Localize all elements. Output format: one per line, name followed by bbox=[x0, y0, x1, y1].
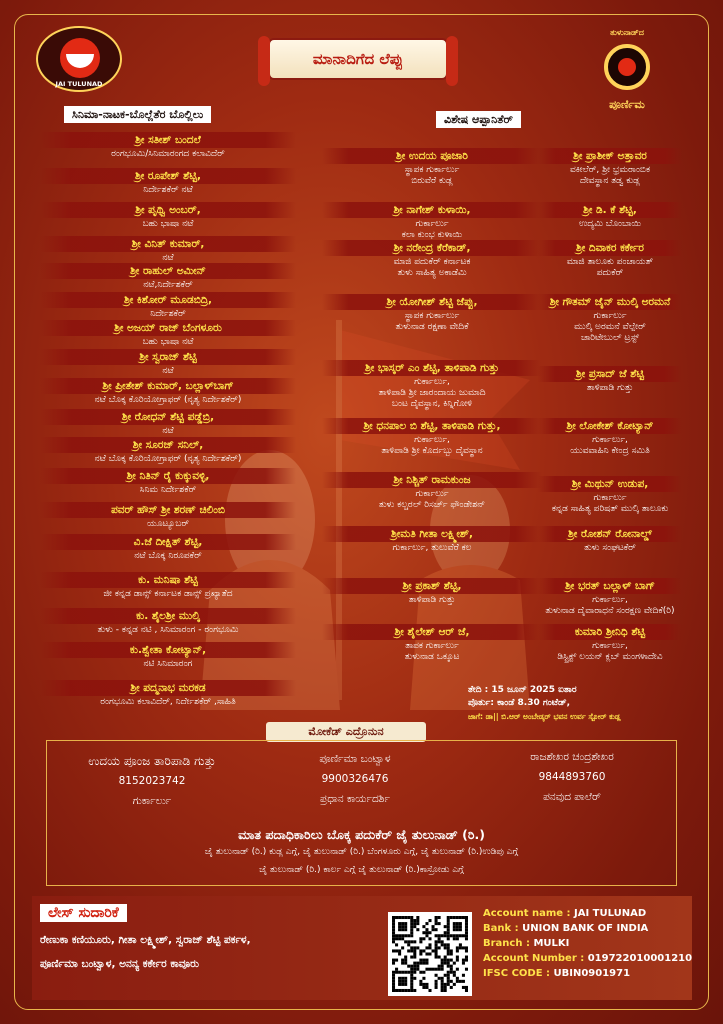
bank-value: UBIN0901971 bbox=[553, 968, 631, 979]
description-line: ಉದ್ಯಮಿ ಬೊಂಬಾಯಿ bbox=[578, 219, 642, 229]
contact-role: ಗುರ್ಕಾರ್ಲು bbox=[132, 795, 172, 807]
description-line: ತಾಳಿಪಾಡಿ ಗುತ್ತು bbox=[408, 595, 456, 605]
bank-value: UNION BANK OF INDIA bbox=[522, 923, 649, 934]
honoree-name: ಶ್ರೀ ಪ್ರಸಾದ್ ಜೆ ಶೆಟ್ಟಿ bbox=[538, 366, 682, 382]
honoree-description bbox=[538, 257, 682, 279]
description-line: ಜೀ ಕನ್ನಡ ಡಾನ್ಸ್ ಕರ್ನಾಟಕ ಡಾನ್ಸ್ ಪ್ರಖ್ಯಾತೆದ bbox=[103, 589, 233, 599]
description-line: ತುಳುನಾಡ ರಕ್ಷಣಾ ವೇದಿಕೆ bbox=[395, 322, 469, 332]
description-line: ಗುರ್ಕಾರ್ಲು, bbox=[414, 377, 450, 387]
description-line: ಸ್ಥಾಪಕ ಗುರ್ಕಾರ್ಲು bbox=[404, 165, 460, 175]
description-line: ಮಾಜಿ ಪದುಕೆರ್ ಕರ್ನಾಟಕ bbox=[393, 257, 471, 267]
description-line: ತಾಪಕ ಗುರ್ಕಾರ್ಲು bbox=[405, 641, 459, 651]
honoree-description bbox=[40, 625, 296, 636]
honoree-name: ಶ್ರೀ ಸತೀಶ್ ಬಂದಲೆ bbox=[40, 132, 296, 148]
honoree-name: ಶ್ರೀ ಪ್ರೀತೇಶ್ ಕುಮಾರ್, ಬಲ್ಲಾಳ್‌ಬಾಗ್ bbox=[40, 378, 296, 394]
contact-phone[interactable]: 9844893760 bbox=[538, 771, 606, 783]
honoree-name: ಕು. ಮನಿಷಾ ಶೆಟ್ಟಿ bbox=[40, 572, 296, 588]
description-line: ಸ್ಥಾಪಕ ಗುರ್ಕಾರ್ಲು bbox=[404, 311, 460, 321]
honoree-description bbox=[40, 280, 296, 291]
honoree-name: ಶ್ರೀ ಪ್ರಕಾಶ್ ಶೆಟ್ಟಿ, bbox=[322, 578, 542, 594]
honoree-name: ಶ್ರೀ ರೋಧನ್ ಶೆಟ್ಟಿ ಪಡ್ಡೆಬ್ರಿ, bbox=[40, 409, 296, 425]
bank-value: JAI TULUNAD bbox=[574, 908, 647, 919]
description-line: ಗುರ್ಕಾರ್ಲು, bbox=[592, 595, 628, 605]
description-line: ಗುರ್ಕಾರ್ಲು, ತುಲುವೆರೆ ಕಲ bbox=[392, 543, 472, 553]
description-line: ಗುರ್ಕಾರ್ಲು, bbox=[592, 641, 628, 651]
description-line: ಯುವವಾಹಿನಿ ಕೇಂದ್ರ ಸಮಿತಿ bbox=[570, 446, 650, 456]
honoree-name: ಶ್ರೀ ಸೂರಜ್ ಸನಿಲ್, bbox=[40, 437, 296, 453]
bank-label: Branch : bbox=[483, 938, 530, 949]
description-line: ನಿರ್ದೇಶಕೆರ್ ನಟೆ bbox=[143, 185, 193, 195]
honoree-description bbox=[322, 543, 542, 554]
logo-bottom-text: ಪೂರ್ಣಿಮ bbox=[609, 98, 645, 111]
description-line: ಗುರ್ಕಾರ್ಲು bbox=[415, 489, 449, 499]
honoree-name: ಶ್ರೀ ಸ್ವರಾಜ್ ಶೆಟ್ಟಿ bbox=[40, 349, 296, 365]
honoree-name: ಶ್ರೀ ರೋಶನ್ ರೋನಾಲ್ಡ್ bbox=[538, 526, 682, 542]
bank-label: Account Number : bbox=[483, 953, 585, 964]
contact-name: ರಾಜಶೇಖರ ಚಂದ್ರಶೇಖರ bbox=[530, 751, 614, 763]
honoree-name: ಶ್ರೀ ಭರತ್ ಬಲ್ಲಾಳ್ ಬಾಗ್ bbox=[538, 578, 682, 594]
description-line: ತುಳು ಕಲ್ಚರಲ್ ರಿಸರ್ಚ್ ಫೌಂಡೇಶನ್ bbox=[378, 500, 486, 510]
honoree-name: ಶ್ರೀ ಪದ್ಮನಾಭ ಮರಕಡ bbox=[40, 680, 296, 696]
description-line: ಮಾಜಿ ತಾಲೂಕು ಪಂಚಾಯತ್ bbox=[566, 257, 654, 267]
honoree-name: ವಿ.ಜೆ ದೀಕ್ಷಿತ್ ಶೆಟ್ಟಿ, bbox=[40, 534, 296, 550]
honoree-description bbox=[538, 165, 682, 187]
contact-name: ಪೂರ್ಣಿಮಾ ಬಂಟ್ವಾಳ bbox=[319, 753, 391, 765]
description-line: ನಟೆ,ನಿರ್ದೇಶಕೆರ್ bbox=[143, 280, 193, 290]
honoree-description bbox=[40, 426, 296, 437]
contact-box bbox=[46, 740, 677, 886]
description-line: ನಟೆ ಬೊಕ್ಕ ಕೊರಿಯೋಗ್ರಾಫರ್ (ನೃತ್ಯ ನಿರ್ದೇಶಕೆರ್) bbox=[94, 395, 242, 405]
contact-1 bbox=[57, 751, 247, 811]
honoree-description bbox=[40, 337, 296, 348]
org-branches-1: ಜೈ ತುಲುನಾಡ್ (ರಿ.) ಕುಡ್ಲ ಎಗ್ಗೆ, ಜೈ ತುಲುನಾಡ್ (ರಿ.) ಬೆಂಗಳೂರು ಎಗ್ಗೆ, ಜೈ ತುಲುನಾಡ್ (ರಿ.)ಉಡಿಪು ಎಗ್ಗೆ bbox=[204, 847, 519, 857]
bank-value: MULKI bbox=[533, 938, 570, 949]
honoree-name: ಶ್ರೀ ಗೌತಮ್ ಜೈನ್ ಮುಲ್ಕಿ ಅರಮನೆ bbox=[538, 294, 682, 310]
description-line: ಬಂಟ ದೈವಸ್ಥಾನ, ಕಿನ್ನಿಗೋಳಿ bbox=[391, 399, 473, 409]
honoree-name: ಶ್ರೀ ಧನಪಾಲ ಬಿ ಶೆಟ್ಟಿ, ತಾಳಿಪಾಡಿ ಗುತ್ತು, bbox=[322, 418, 542, 434]
event-details bbox=[462, 680, 676, 736]
honoree-description bbox=[322, 641, 542, 663]
description-line: ನಟೆ ಬೊಕ್ಕ ನಿರೂಪಕೆರ್ bbox=[134, 551, 202, 561]
honoree-description bbox=[322, 165, 542, 187]
honoree-description bbox=[40, 551, 296, 562]
contact-title: ಮೋಕೆಡ್ ಎದ್ರೊನುನ bbox=[266, 722, 426, 742]
honoree-name: ಶ್ರೀ ಪೃಥ್ವಿ ಅಂಬರ್, bbox=[40, 202, 296, 218]
honoree-description bbox=[322, 435, 542, 457]
description-line: ನಟೆ bbox=[162, 253, 174, 263]
description-line: ನಟೆ bbox=[162, 366, 174, 376]
contact-phone[interactable]: 8152023742 bbox=[118, 775, 186, 787]
description-line: ಕಲಾ ಕುಂಭ ಕುಳಾಯಿ bbox=[401, 230, 463, 240]
contact-3 bbox=[477, 747, 667, 807]
honoree-description bbox=[40, 219, 296, 230]
honoree-name: ಶ್ರೀ ರಾಹುಲ್ ಅಮೀನ್ bbox=[40, 263, 296, 279]
description-line: ಗುರ್ಕಾರ್ಲು bbox=[593, 493, 627, 503]
honoree-name: ಶ್ರೀ ಕಿಶೋರ್ ಮೂಡಬಿದ್ರಿ, bbox=[40, 292, 296, 308]
honoree-description bbox=[538, 543, 682, 554]
bank-row bbox=[483, 921, 692, 936]
purnima-logo bbox=[590, 28, 664, 116]
honoree-description bbox=[40, 485, 296, 496]
description-line: ಗುರ್ಕಾರ್ಲು, bbox=[592, 435, 628, 445]
bank-row bbox=[483, 936, 692, 951]
description-line: ತಾಳಿಪಾಡಿ ಗುತ್ತು bbox=[586, 383, 634, 393]
description-line: ರಂಗಭೂಮಿ ಕಲಾವಿದೆರ್, ನಿರ್ದೇಶಕೆರ್ ,ಸಾಹಿತಿ bbox=[100, 697, 236, 707]
honoree-name: ಶ್ರೀ ಪ್ರಾಶೀಕ್ ಅತ್ತಾವರ bbox=[538, 148, 682, 164]
honoree-description bbox=[322, 489, 542, 511]
honoree-description bbox=[40, 366, 296, 377]
description-line: ತಾಳಿಪಾಡಿ ಶ್ರೀ ಕೊರ್ದಬ್ಬು ದೈವಸ್ಥಾನ bbox=[381, 446, 483, 456]
bank-row bbox=[483, 966, 692, 981]
contact-role: ಪನವುದ ಪಾಲೆರ್ bbox=[543, 791, 601, 803]
honoree-name: ಶ್ರೀ ಭಾಸ್ಕರ್ ಎಂ ಶೆಟ್ಟಿ, ತಾಳಿಪಾಡಿ ಗುತ್ತು bbox=[322, 360, 542, 376]
honoree-description bbox=[538, 219, 682, 230]
footer-names-1: ರೇಣುಕಾ ಕಣಿಯೂರು, ಗೀತಾ ಲಕ್ಷ್ಮೀಶ್, ಸ್ವರಾಜ್ ಶೆಟ್ಟಿ ಪರ್ಕಳ, bbox=[40, 934, 251, 946]
honoree-description bbox=[538, 595, 682, 617]
honoree-name: ಶ್ರೀ ನಾಗೇಶ್ ಕುಳಾಯಿ, bbox=[322, 202, 542, 218]
description-line: ಯೂಟ್ಯೂಬರ್ bbox=[146, 519, 189, 529]
honoree-name: ಕುಮಾರಿ ಶ್ರೀನಿಧಿ ಶೆಟ್ಟಿ bbox=[538, 624, 682, 640]
honoree-name: ಶ್ರೀ ಮಿಥುನ್ ಉಡುಪ, bbox=[538, 476, 682, 492]
description-line: ಗುರ್ಕಾರ್ಲು, bbox=[414, 435, 450, 445]
honoree-description bbox=[40, 519, 296, 530]
honoree-name: ಶ್ರೀ ಶೈಲೇಶ್ ಆರ್ ಜೆ, bbox=[322, 624, 542, 640]
honoree-description bbox=[40, 659, 296, 670]
description-line: ಗುರ್ಕಾರ್ಲು bbox=[593, 311, 627, 321]
honoree-name: ಶ್ರೀ ಯೋಗೀಶ್ ಶೆಟ್ಟಿ ಜೆಪ್ಪು, bbox=[322, 294, 542, 310]
honoree-description bbox=[538, 311, 682, 344]
honoree-name: ಶ್ರೀ ಡಿ. ಕೆ ಶೆಟ್ಟಿ, bbox=[538, 202, 682, 218]
bank-value: 019722010001210 bbox=[587, 953, 693, 964]
description-line: ಬಹು ಭಾಷಾ ನಟೆ bbox=[142, 219, 194, 229]
honoree-name: ಕು. ಶೈಲಶ್ರೀ ಮುಲ್ಕಿ bbox=[40, 608, 296, 624]
description-line: ತುಳುನಾಡ ಒಕ್ಕೂಟ bbox=[404, 652, 460, 662]
description-line: ಪದುಕೆರ್ bbox=[596, 268, 624, 278]
footer-names-2: ಪೂರ್ಣಿಮಾ ಬಂಟ್ವಾಳ, ಅನನ್ಯ ಕರ್ಕೇರ ಕಾವೂರು bbox=[40, 958, 199, 970]
logo-top-text: ತುಳುನಾಡ್‌ದ bbox=[610, 28, 644, 37]
description-line: ನಟೆ bbox=[162, 426, 174, 436]
event-date: ತೇದಿ : 15 ಜೂನ್ 2025 ಐತಾರ bbox=[468, 685, 577, 695]
bank-label: IFSC CODE : bbox=[483, 968, 551, 979]
honoree-name: ಕು.ಶ್ವೇತಾ ಕೋಟ್ಯಾನ್, bbox=[40, 642, 296, 658]
honoree-description bbox=[322, 219, 542, 241]
bank-label: Bank : bbox=[483, 923, 519, 934]
contact-2 bbox=[265, 749, 445, 809]
description-line: ತಾಳಿಪಾಡಿ ಶ್ರೀ ಜಾರಂದಾಯ ಜುಮಾದಿ bbox=[378, 388, 486, 398]
description-line: ಡಿಸ್ಟ್ರಿಕ್ಟ್ ಲಯನ್ ಕ್ಲಬ್ ಮಂಗಳಾದೇವಿ bbox=[557, 652, 663, 662]
honoree-description bbox=[538, 383, 682, 394]
contact-name: ಉದಯ ಪೂಂಜ ತಾರಿಪಾಡಿ ಗುತ್ತು bbox=[88, 754, 216, 768]
description-line: ದೇವಸ್ಥಾನ ತಡ್ವ ಕುಡ್ಲ bbox=[580, 176, 640, 186]
honoree-description bbox=[322, 377, 542, 410]
logo-text: JAI TULUNAD bbox=[55, 80, 103, 88]
description-line: ನಟಿ ಸಿನಿಮಾರಂಗ bbox=[143, 659, 193, 669]
honoree-description bbox=[40, 395, 296, 406]
description-line: ಬಹು ಭಾಷಾ ನಟೆ bbox=[142, 337, 194, 347]
description-line: ಕನ್ನಡ ಸಾಹಿತ್ಯ ಪರಿಷತ್ ಮುಲ್ಕಿ ತಾಲೂಕು bbox=[551, 504, 669, 514]
description-line: ಗುರ್ಕಾರ್ಲು bbox=[415, 219, 449, 229]
honoree-name: ಶ್ರೀಮತಿ ಗೀತಾ ಲಕ್ಷ್ಮೀಶ್, bbox=[322, 526, 542, 542]
honoree-name: ಶ್ರೀ ರೂಪೇಶ್ ಶೆಟ್ಟಿ, bbox=[40, 168, 296, 184]
honoree-name: ಶ್ರೀ ದಿವಾಕರ ಕರ್ಕೇರ bbox=[538, 240, 682, 256]
honoree-name: ಶ್ರೀ ನಿತಿನ್ ರೈ ಕುಕ್ಕುವಳ್ಳಿ, bbox=[40, 468, 296, 484]
contact-role: ಪ್ರಧಾನ ಕಾರ್ಯದರ್ಶಿ bbox=[320, 793, 390, 805]
honoree-description bbox=[40, 149, 296, 160]
description-line: ವಕೀಲೆರ್, ಶ್ರೀ ಭ್ರಮರಾಂಬಿಕ bbox=[569, 165, 651, 175]
org-title: ಮಾತ ಪದಾಧಿಕಾರಿಲು ಬೊಕ್ಕ ಪದುಕೆರ್ ಜೈ ತುಲುನಾಡ್ (ರಿ.) bbox=[238, 827, 485, 842]
honoree-description bbox=[40, 309, 296, 320]
org-branches-2: ಜೈ ತುಲುನಾಡ್ (ರಿ.) ಕಾರ್ಲ ಎಗ್ಗೆ ಜೈ ತುಲುನಾಡ್ (ರಿ.)ಕಾಸ್ರೋಡು ಎಗ್ಗೆ bbox=[259, 865, 464, 875]
honoree-description bbox=[538, 493, 682, 515]
left-section-tag: ಸಿನಿಮಾ-ನಾಟಕ-ಬೊಲ್ಲೆತೆರ ಬೊಲ್ಲಿಲು bbox=[64, 106, 211, 123]
honoree-description bbox=[40, 589, 296, 600]
payment-qr-code[interactable] bbox=[388, 912, 472, 996]
description-line: ಬಿರುವೆರೆ ಕುಡ್ಲ bbox=[411, 176, 453, 186]
title-banner: ಮಾನಾದಿಗೆದ ಲೆಪ್ಪು bbox=[268, 38, 448, 80]
honoree-name: ಶ್ರೀ ವಿನಿತ್ ಕುಮಾರ್, bbox=[40, 236, 296, 252]
honoree-name: ಪವರ್ ಹೌಸ್ ಶ್ರೀ ಶರಣ್ ಚಿಲಿಂಬಿ bbox=[40, 502, 296, 518]
honoree-name: ಶ್ರೀ ನರೇಂದ್ರ ಕೆರೆಕಾಡ್, bbox=[322, 240, 542, 256]
honoree-description bbox=[322, 257, 542, 279]
honoree-description bbox=[322, 595, 542, 606]
honoree-name: ಶ್ರೀ ಲೋಕೇಶ್ ಕೋಟ್ಯಾನ್ bbox=[538, 418, 682, 434]
description-line: ಚಾರಿಟೇಬುಲ್ ಟ್ರಸ್ಟ್ bbox=[580, 333, 640, 343]
bank-row bbox=[483, 951, 692, 966]
contact-phone[interactable]: 9900326476 bbox=[321, 773, 389, 785]
event-venue: ಜಾಗೆ: ಡಾ|| ಬಿ.ಆರ್ ಅಂಬೇಡ್ಕರ್ ಭವನ ಉರ್ವ ಸ್ಟೋರ್ ಕುಡ್ಲ bbox=[468, 712, 621, 721]
right-section-tag: ವಿಶೇಷ ಆಪ್ಪಾನಿತೆರ್ bbox=[436, 111, 521, 128]
description-line: ರಂಗಭೂಮಿ/ಸಿನಿಮಾರಂಗದ ಕಲಾವಿದೆರ್ bbox=[111, 149, 225, 159]
honoree-description bbox=[538, 641, 682, 663]
description-line: ತುಳು - ಕನ್ನಡ ನಟಿ , ಸಿನಿಮಾರಂಗ - ರಂಗಭೂಮಿ bbox=[97, 625, 239, 635]
honoree-description bbox=[40, 454, 296, 465]
honoree-name: ಶ್ರೀ ಉದಯ ಪೂಜಾರಿ bbox=[322, 148, 542, 164]
description-line: ನಟೆ ಬೊಕ್ಕ ಕೊರಿಯೋಗ್ರಾಫರ್ (ನೃತ್ಯ ನಿರ್ದೇಶಕೆರ್) bbox=[94, 454, 242, 464]
description-line: ನಿರ್ದೇಶಕೆರ್ bbox=[150, 309, 186, 319]
honoree-description bbox=[40, 185, 296, 196]
description-line: ತುಳು ಸಾಹಿತ್ಯ ಅಕಾಡೆಮಿ bbox=[397, 268, 467, 278]
description-line: ಮುಲ್ಕಿ ಅರಮನೆ ವೆಲ್ಪೇರ್ bbox=[574, 322, 646, 332]
description-line: ಸಿನಿಮ ನಿರ್ದೇಶಕೆರ್ bbox=[139, 485, 197, 495]
bank-details bbox=[483, 906, 692, 981]
description-line: ತುಳುನಾಡ ದೈವಾರಾಧನೆ ಸಂರಕ್ಷಣ ವೇದಿಕೆ(ರಿ) bbox=[545, 606, 675, 616]
bank-label: Account name : bbox=[483, 908, 571, 919]
honoree-name: ಶ್ರೀ ನಿಶ್ಚಿತ್ ರಾಮಕುಂಜ bbox=[322, 472, 542, 488]
description-line: ತುಳು ಸಂಘಟಕೆರ್ bbox=[584, 543, 636, 553]
honoree-description bbox=[538, 435, 682, 457]
honoree-name: ಶ್ರೀ ಅಜಯ್ ರಾಜ್ ಬೆಂಗಳೂರು bbox=[40, 320, 296, 336]
honoree-description bbox=[322, 311, 542, 333]
event-time: ಪೊರ್ತು: ಕಾಂಡೆ 8.30 ಗಂಟೆಡ್, bbox=[468, 698, 571, 708]
honoree-description bbox=[40, 697, 296, 708]
jai-tulunad-logo bbox=[36, 26, 122, 92]
bank-row bbox=[483, 906, 692, 921]
footer-title: ಲೇಸ್ ಸುದಾರಿಕೆ bbox=[40, 904, 127, 922]
